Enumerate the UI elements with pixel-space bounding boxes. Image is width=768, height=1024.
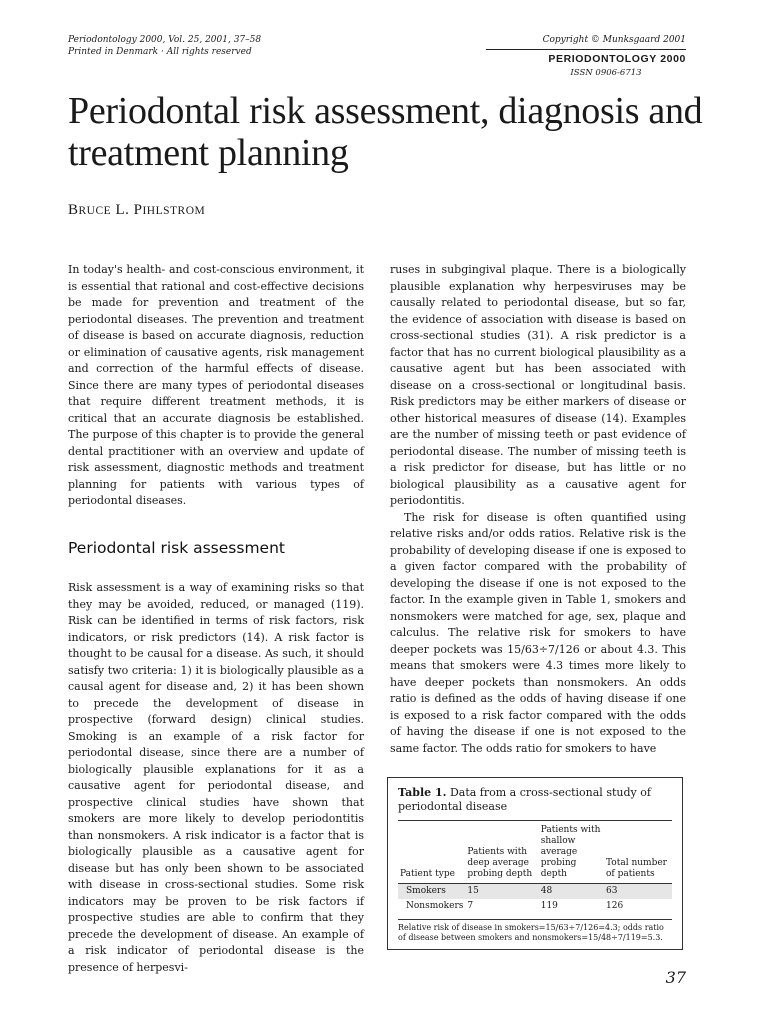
author-first-rest: RUCE [78, 205, 112, 217]
table-footnote: Relative risk of disease in smokers=15/63÷7/126=4.3; odds ratio of disease between smokers and nonsmokers=15/48÷7/119=5.3. [398, 919, 672, 943]
section-heading: Periodontal risk assessment [68, 538, 285, 557]
table-caption [398, 786, 672, 814]
author-name [68, 202, 205, 219]
print-notice: Printed in Denmark · All rights reserved [68, 47, 252, 57]
running-header-right [486, 34, 686, 78]
body-paragraph-2: The risk for disease is often quantified using relative risks and/or odds ratios. Relative risk is the probability of developing disease if one is exposed to a given factor compared with the probability of developing the disease if one is not exposed to the factor. In the example given in Table 1, smokers and nonsmokers were matched for age, sex, plaque and calculus. The relative risk for smokers to have deeper pockets was 15/63÷7/126 or about 4.3. This means that smokers were 4.3 times more likely to have deeper pockets than nonsmokers. An odds ratio is defined as the odds of having disease if one is exposed to a risk factor compared with the odds of having the disease if one is not exposed to the same factor. The odds ratio for smokers to have [390, 510, 686, 755]
author-middle: L. [111, 202, 134, 218]
table-header-cell: Patients with deep average probing depth [465, 821, 538, 884]
table-row [398, 884, 672, 900]
table-cell: 48 [539, 884, 604, 900]
table-label: Table 1. [398, 786, 447, 799]
body-paragraph-1: ruses in subgingival plaque. There is a biologically plausible explanation why herpesviruses may be causally related to periodontal disease, but so far, the evidence of association with disease is based on cross-sectional studies (31). A risk predictor is a factor that has no current biological plausibility as a causative agent but has been associated with disease on a cross-sectional or longitudinal basis. Risk predictors may be either markers of disease or other historical measures of disease (14). Examples are the number of missing teeth or past evidence of periodontal disease. The number of missing teeth is a risk predictor for disease, but has little or no biological plausibility as a causative agent for periodontitis. [390, 263, 686, 507]
table-cell: Nonsmokers [406, 901, 464, 911]
risk-assessment-paragraph: Risk assessment is a way of examining risks so that they may be avoided, reduced, or managed (119). Risk can be identified in terms of risk factors, risk indicators, or risk predictors (14). A risk factor is thought to be causal for a disease. As such, it should satisfy two criteria: 1) it is biologically plausible as a causal agent for disease and, 2) it has been shown to precede the development of disease in prospective (forward design) clinical studies. Smoking is an example of a risk factor for periodontal disease, since there are a number of biologically plausible explanations for it as a causative agent for periodontal disease, and prospective clinical studies have shown that smokers are more likely to develop periodontitis than nonsmokers. A risk indicator is a factor that is biologically plausible as a causative agent for disease but has only been shown to be associated with disease in cross-sectional studies. Some risk indicators may be proven to be risk factors if prospective studies are able to confirm that they precede the development of disease. An example of a risk indicator of periodontal disease is the presence of herpesvi- [68, 581, 364, 974]
table-header-cell: Patients with shallow average probing depth [539, 821, 604, 884]
data-table [398, 820, 672, 914]
running-header-left [68, 34, 261, 58]
author-last-initial: P [133, 202, 143, 218]
right-column [390, 262, 686, 757]
table-header-cell: Total number of patients [604, 821, 672, 884]
issn: ISSN 0906-6713 [570, 68, 642, 78]
journal-citation: Periodontology 2000, Vol. 25, 2001, 37–58 [68, 35, 262, 45]
intro-paragraph: In today's health- and cost-conscious environment, it is essential that rational and cost-effective decisions be made for prevention and treatment of the periodontal diseases. The prevention and treatment of disease is based on accurate diagnosis, reduction or elimination of causative agents, risk management and correction of the harmful effects of disease. Since there are many types of periodontal diseases that require different treatment methods, it is critical that an accurate diagnosis be established. The purpose of this chapter is to provide the general dental practitioner with an overview and update of risk assessment, diagnostic methods and treatment planning for patients with various types of periodontal diseases. [68, 263, 364, 507]
table-row [398, 899, 672, 914]
table-cell: 7 [467, 901, 474, 911]
table-cell: 119 [540, 901, 558, 911]
author-first-initial: B [68, 202, 79, 218]
copyright-notice: Copyright © Munksgaard 2001 [542, 35, 686, 45]
table-caption-text: Data from a cross-sectional study of periodontal disease [398, 786, 651, 813]
journal-name: PERIODONTOLOGY 2000 [486, 49, 686, 66]
table-1 [387, 777, 683, 950]
table-header-cell: Patient type [398, 821, 465, 884]
page-number: 37 [665, 968, 686, 987]
table-cell: 126 [606, 901, 624, 911]
table-cell: 15 [465, 884, 538, 900]
table-cell: 63 [604, 884, 672, 900]
table-cell: Smokers [398, 884, 465, 900]
table-header-row [398, 821, 672, 884]
left-column [68, 262, 364, 976]
article-title: Periodontal risk assessment, diagnosis and treatment planning [68, 90, 703, 174]
author-last-rest: IHLSTROM [142, 205, 206, 217]
